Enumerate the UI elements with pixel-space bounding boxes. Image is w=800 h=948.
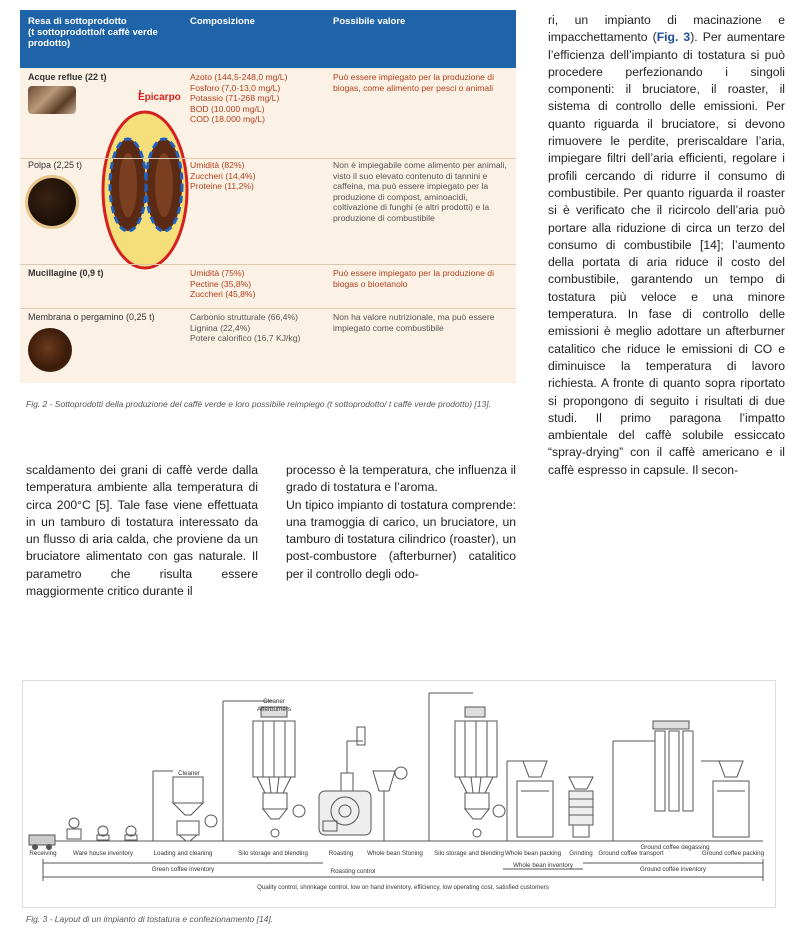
wastewater-photo [28,86,76,114]
epicarp-label: Epicarpo [138,92,181,103]
stage-label: Silo storage and blending [434,850,504,857]
figure-2-caption: Fig. 2 - Sottoprodotti della produzione del caffè verde e loro possibile reimpiego (t sottoprodotto/ t caffè verde prodotto) [13]. [26,399,491,409]
row-pulp-label: Polpa (2,25 t) [28,160,83,170]
row-mucilage-label: Mucillagine (0,9 t) [28,268,104,278]
row-wastewater-label: Acque reflue (22 t) [28,72,107,82]
row-pulp-composition: Umidità (82%) Zuccheri (14,4%) Proteine (11,2%) [190,160,256,191]
stage-label: Grinding [569,850,593,857]
figure-2-table [20,10,516,383]
text-column-3 [548,12,785,479]
header-value: Possibile valore [333,16,406,27]
figure-reference: Fig. 3 [656,30,691,45]
pulp-photo [28,178,76,226]
header-yield: Resa di sottoprodotto (t sottoprodotto/t caffè verde prodotto) [28,16,158,49]
row-mucilage-value: Può essere impiegato per la produzione di biogas o bioetanolo [333,268,494,289]
table-header [20,10,516,68]
quality-footer: Quality control, shrinkage control, low on hand inventory, efficiency, low operating cost, satisfied customers [257,884,549,891]
coffee-bean-cross-section-illustration [100,90,200,290]
parchment-photo [28,328,72,372]
group-label: Roasting control [330,868,376,875]
row-parchment-composition: Carbonio strutturale (66,4%) Lignina (22,4%) Potere calorifico (16,7 KJ/kg) [190,312,301,343]
group-label: Green coffee inventory [151,866,215,873]
group-label: Whole bean inventory [513,862,573,869]
equipment-label: Cleaner [178,770,200,777]
stage-label: Whole bean Stoning [367,850,423,857]
text-column-1 [26,462,258,600]
plant-layout-diagram [23,681,775,907]
text-column-2 [286,462,516,583]
figure-3-plant-layout [22,680,776,908]
stage-label: Ware house inventory [73,850,133,857]
stage-label: Ground coffee packing [701,850,765,857]
row-wastewater-value: Può essere impiegato per la produzione di biogas, come alimento per pesci o animali [333,72,494,93]
row-parchment-value: Non ha valore nutrizionale, ma può essere impiegato come combustibile [333,312,495,333]
stage-label: Silo storage and blending [238,850,308,857]
equipment-label: Cleaner [263,698,285,705]
figure-3-caption: Fig. 3 - Layout di un impianto di tostatura e confezionamento [14]. [26,914,274,924]
stage-label: Loading and cleaning [153,850,213,857]
equipment-label: Afterburners [256,706,292,713]
paragraph: ri, un impianto di macinazione e impacchettamento (Fig. 3). Per aumentare l’efficienza dell’impianto di tostatura si può procedere perfezionando i singoli componenti: il bruciatore, il roaster, il sistema di controllo delle emissioni. Per quanto riguarda il bruciatore, si devono rimuovere le perdite, preriscaldare l’aria, impiegare filtri dell’aria efficienti, regolare i profili cercando di ridurre il consumo di combustibile. Per quanto riguarda il roaster si è verificato che il ricircolo dell’aria può portare alla riduzione di circa un terzo del consumo di combustibile [14]; l’aumento della portata di aria riduce il costo del combustibile, garantendo un tempo di tostatura più veloce e una minore temperatura. In fase di controllo delle emissioni è meglio adottare un afterburner catalitico che riduce le emissioni di CO e diminuisce la temperatura di lavoro richiesta. A fronte di quanto sopra riportato si propongono di seguito i risultati di due studi. Il primo paragona l’impatto ambientale del caffè solubile essiccato “spray-drying” con il caffè americano e il caffè espresso in capsule. Il secon- [548,13,785,477]
row-wastewater-composition: Azoto (144,5-248,0 mg/L) Fosforo (7,0-13,0 mg/L) Potassio (71-268 mg/L) BOD (10.000 mg/L) COD (18.000 mg/L) [190,72,288,124]
paragraph: processo è la temperatura, che influenza il grado di tostatura e l’aroma. [286,463,516,495]
paragraph: Un tipico impianto di tostatura comprende: una tramoggia di carico, un bruciatore, un tamburo di tostatura cilindrico (roaster), un post-combustore (afterburner) catalitico per il controllo degli odo- [286,497,516,581]
group-label: Ground coffee inventory [640,866,706,873]
row-mucilage-composition: Umidità (75%) Pectine (35,8%) Zuccheri (45,8%) [190,268,256,299]
paragraph: scaldamento dei grani di caffè verde dalla temperatura ambiente alla temperatura di circa 200°C [5]. Tale fase viene effettuata in un tamburo di tostatura interessato da un flusso di aria calda, che proviene da un bruciatore alimentato con gas naturale. Il parametro che risulta essere maggiormente critico durante il [26,463,258,599]
stage-label: Receiving [29,850,57,857]
stage-label: Ground coffee degassing [640,844,710,851]
header-composition: Composizione [190,16,255,27]
row-parchment-label: Membrana o pergamino (0,25 t) [28,312,155,322]
stage-label: Roasting [328,850,354,857]
stage-label: Ground coffee transport [598,850,664,857]
row-pulp-value: Non è impiegabile come alimento per animali, visto il suo elevato contenuto di tannini e caffeina, ma può essere impiegato per la produzione di compost, aminoacidi, coltivazione di funghi (e altri prodotti) e la produzione di combustibile [333,160,507,223]
stage-label: Whole bean packing [504,850,562,857]
